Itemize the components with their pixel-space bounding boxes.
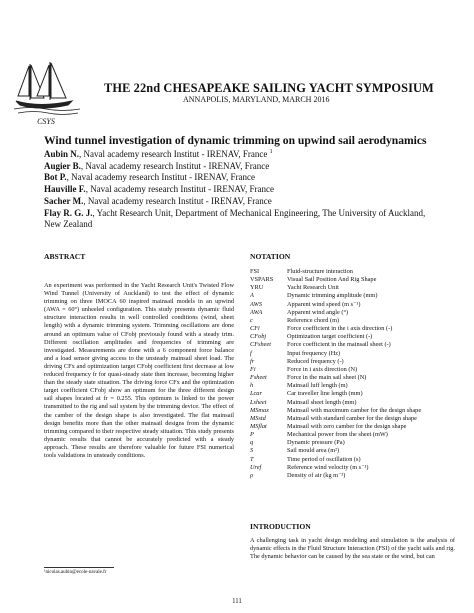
notation-description: Force in i axis direction (N) [287, 365, 358, 373]
notation-symbol: c [250, 316, 253, 324]
notation-symbol: AWS [250, 300, 263, 308]
notation-description: Force coefficient in the i axis direction (-) [287, 325, 393, 333]
notation-description: Time period of oscillation (s) [287, 455, 361, 463]
notation-symbol: Lcar [250, 390, 262, 398]
notation-row [250, 399, 455, 407]
notation-description: Car traveller line length (mm) [287, 390, 363, 398]
notation-description: Sail mould area (m²) [287, 447, 340, 455]
notation-symbol: CFi [250, 325, 260, 333]
author-list [44, 147, 444, 231]
introduction-text: A challenging task in yacht design modeling and simulation is the analysis of dynamic effects in the Fluid Structure Interaction (FSI) of the yacht sails and rig. The dynamic behavior can be caused by the sea state or the wind, but can [250, 537, 455, 561]
symposium-location-date: ANNAPOLIS, MARYLAND, MARCH 2016 [183, 95, 330, 104]
notation-symbol: S [250, 447, 254, 455]
notation-row [250, 415, 455, 423]
notation-row [250, 358, 455, 366]
notation-symbol: Uref [250, 463, 262, 471]
symposium-title: THE 22nd CHESAPEAKE SAILING YACHT SYMPOSIUM [104, 81, 434, 95]
notation-row [250, 309, 455, 317]
notation-rows [250, 268, 455, 480]
notation-symbol: VSPARS [250, 276, 274, 284]
author-line [44, 184, 444, 196]
notation-symbol: YRU [250, 284, 264, 292]
footnote-divider [44, 567, 114, 568]
notation-description: Force coefficient in the mainsail sheet (-) [287, 341, 391, 349]
introduction-heading: INTRODUCTION [250, 522, 311, 531]
notation-row [250, 366, 455, 374]
notation-row [250, 464, 455, 472]
author-name: Augier B. [44, 160, 81, 171]
notation-symbol: CFsheet [250, 341, 271, 349]
notation-description: Fluid-structure interaction [287, 268, 353, 275]
notation-symbol: Fi [250, 365, 256, 373]
notation-row [250, 317, 455, 325]
author-affiliation: , Naval academy research Institut - IRENAV, France [79, 149, 268, 159]
author-line [44, 161, 444, 173]
author-line [44, 147, 444, 161]
author-name: Aubin N. [44, 149, 80, 159]
notation-symbol: Fsheet [250, 374, 267, 382]
author-line [44, 172, 444, 184]
notation-symbol: CFobj [250, 333, 267, 341]
notation-symbol: A [250, 292, 254, 300]
notation-row [250, 407, 455, 415]
notation-description: Reduced frequency (-) [287, 357, 344, 365]
notation-row [250, 472, 455, 480]
author-line [44, 196, 444, 208]
notation-table [250, 268, 455, 480]
notation-description: Mainsail with maximum camber for the design shape [287, 406, 422, 414]
notation-row [250, 431, 455, 439]
notation-row [250, 268, 455, 276]
author-affiliation: , Naval academy research Institut - IRENAV, France [66, 172, 256, 183]
notation-description: Apparent wind angle (°) [287, 308, 349, 316]
notation-row [250, 390, 455, 398]
abstract-heading: ABSTRACT [44, 252, 86, 261]
notation-description: Force in the main sail sheet (N) [287, 374, 367, 382]
notation-symbol: P [250, 431, 254, 439]
notation-symbol: f [250, 349, 252, 357]
notation-description: Mainsail with standard camber for the design shape [287, 414, 417, 422]
notation-row [250, 292, 455, 300]
notation-heading: NOTATION [250, 252, 291, 261]
author-name: Sacher M. [44, 195, 84, 206]
notation-symbol: fr [250, 357, 255, 365]
author-line [44, 208, 444, 231]
notation-row [250, 276, 455, 284]
notation-row [250, 301, 455, 309]
notation-symbol: q [250, 439, 254, 447]
notation-row [250, 333, 455, 341]
notation-symbol: AWA [250, 308, 263, 316]
author-affiliation: , Naval academy research Institut - IRENAV, France [80, 160, 270, 171]
notation-row [250, 456, 455, 464]
notation-description: Mainsail with zero camber for the design shape [287, 422, 407, 430]
notation-description: Apparent wind speed (m s⁻¹) [287, 300, 361, 308]
notation-symbol: T [250, 455, 254, 463]
notation-description: Input frequency (Hz) [287, 349, 341, 357]
notation-symbol: Lsheet [250, 398, 267, 406]
notation-row [250, 447, 455, 455]
footnote-email: ¹nicolas.aubin@ecole-navale.fr [44, 570, 107, 575]
author-name: Bot P. [44, 172, 67, 183]
paper-title: Wind tunnel investigation of dynamic trimming on upwind sail aerodynamics [44, 134, 427, 147]
author-affiliation: , Naval academy research Institut - IRENAV, France [85, 184, 275, 195]
notation-row [250, 382, 455, 390]
notation-description: Optimization target coefficient (-) [287, 333, 373, 341]
author-affiliation: , Naval academy research Institut - IRENAV, France [83, 195, 272, 206]
notation-description: Mechanical power from the sheet (mW) [287, 431, 388, 439]
notation-description: Yacht Research Unit [287, 284, 339, 292]
author-name: Flay R. G. J. [44, 207, 93, 218]
notation-description: Visual Sail Position And Rig Shape [287, 276, 377, 284]
sailboat-icon [14, 62, 80, 115]
notation-description: Dynamic trimming amplitude (mm) [287, 292, 378, 300]
notation-description: Mainsail sheet length (mm) [287, 398, 357, 406]
notation-description: Reference wind velocity (m s⁻¹) [287, 463, 369, 471]
notation-description: Reference chord (m) [287, 316, 340, 324]
notation-row [250, 439, 455, 447]
logo-lettering: CSYS [37, 117, 55, 126]
page-number: 111 [232, 598, 242, 605]
notation-symbol: ρ [250, 471, 254, 479]
notation-description: Mainsail luff length (m) [287, 382, 348, 390]
notation-description: Dynamic pressure (Pa) [287, 439, 345, 447]
notation-symbol: MSflat [250, 422, 267, 430]
notation-row [250, 423, 455, 431]
author-name: Hauville F. [44, 184, 86, 195]
notation-row [250, 350, 455, 358]
abstract-text: An experiment was performed in the Yacht Research Unit's Twisted Flow Wind Tunnel (University of Auckland) to test the effect of dynamic trimming on three IMOCA 60 inspired mainsail models in an upwind (AWA = 60°) unheeled configuration. This study presents dynamic fluid structure interaction results in well controlled conditions (wind, sheet length) with a dynamic trimming system. Trimming oscillations are done around an optimum value of CFobj previously found with a steady trim. Different oscillation amplitudes and frequencies of trimming are investigated. Measurements are done with a 6 component force balance and a load sensor giving access to the unsteady mainsail sheet load. The driving CFx and optimization target CFobj coefficient first decrease at low reduced frequency fr for quasi-steady state then increase, becoming higher than the steady state situation. The driving force CFx and the optimization target coefficient CFobj show an optimum for the three different design sail shapes located at fr = 0.255. This optimum is linked to the power transmitted to the rig and sail system by the trimming device. The effect of the camber of the design shape is also investigated. The flat mainsail design benefits more than the other mainsail designs from the dynamic trimming compared to their respective steady situation. This study presents dynamic results that cannot be accurately predicted with a steady approach. These results are therefore valuable for future FSI numerical tools validations in unsteady conditions. [44, 282, 234, 459]
author-affiliation: , Yacht Research Unit, Department of Mechanical Engineering, The University of Auckland, New Zealand [44, 207, 426, 230]
notation-row [250, 374, 455, 382]
notation-symbol: MSmax [250, 406, 269, 414]
notation-row [250, 325, 455, 333]
notation-symbol: h [250, 382, 254, 390]
notation-description: Density of air (kg m⁻³) [287, 471, 346, 479]
symposium-logo [10, 56, 86, 128]
notation-row [250, 341, 455, 349]
notation-row [250, 284, 455, 292]
footnote-mark: 1 [269, 149, 273, 155]
notation-symbol: MSstd [250, 414, 266, 422]
notation-symbol: FSI [250, 268, 260, 275]
